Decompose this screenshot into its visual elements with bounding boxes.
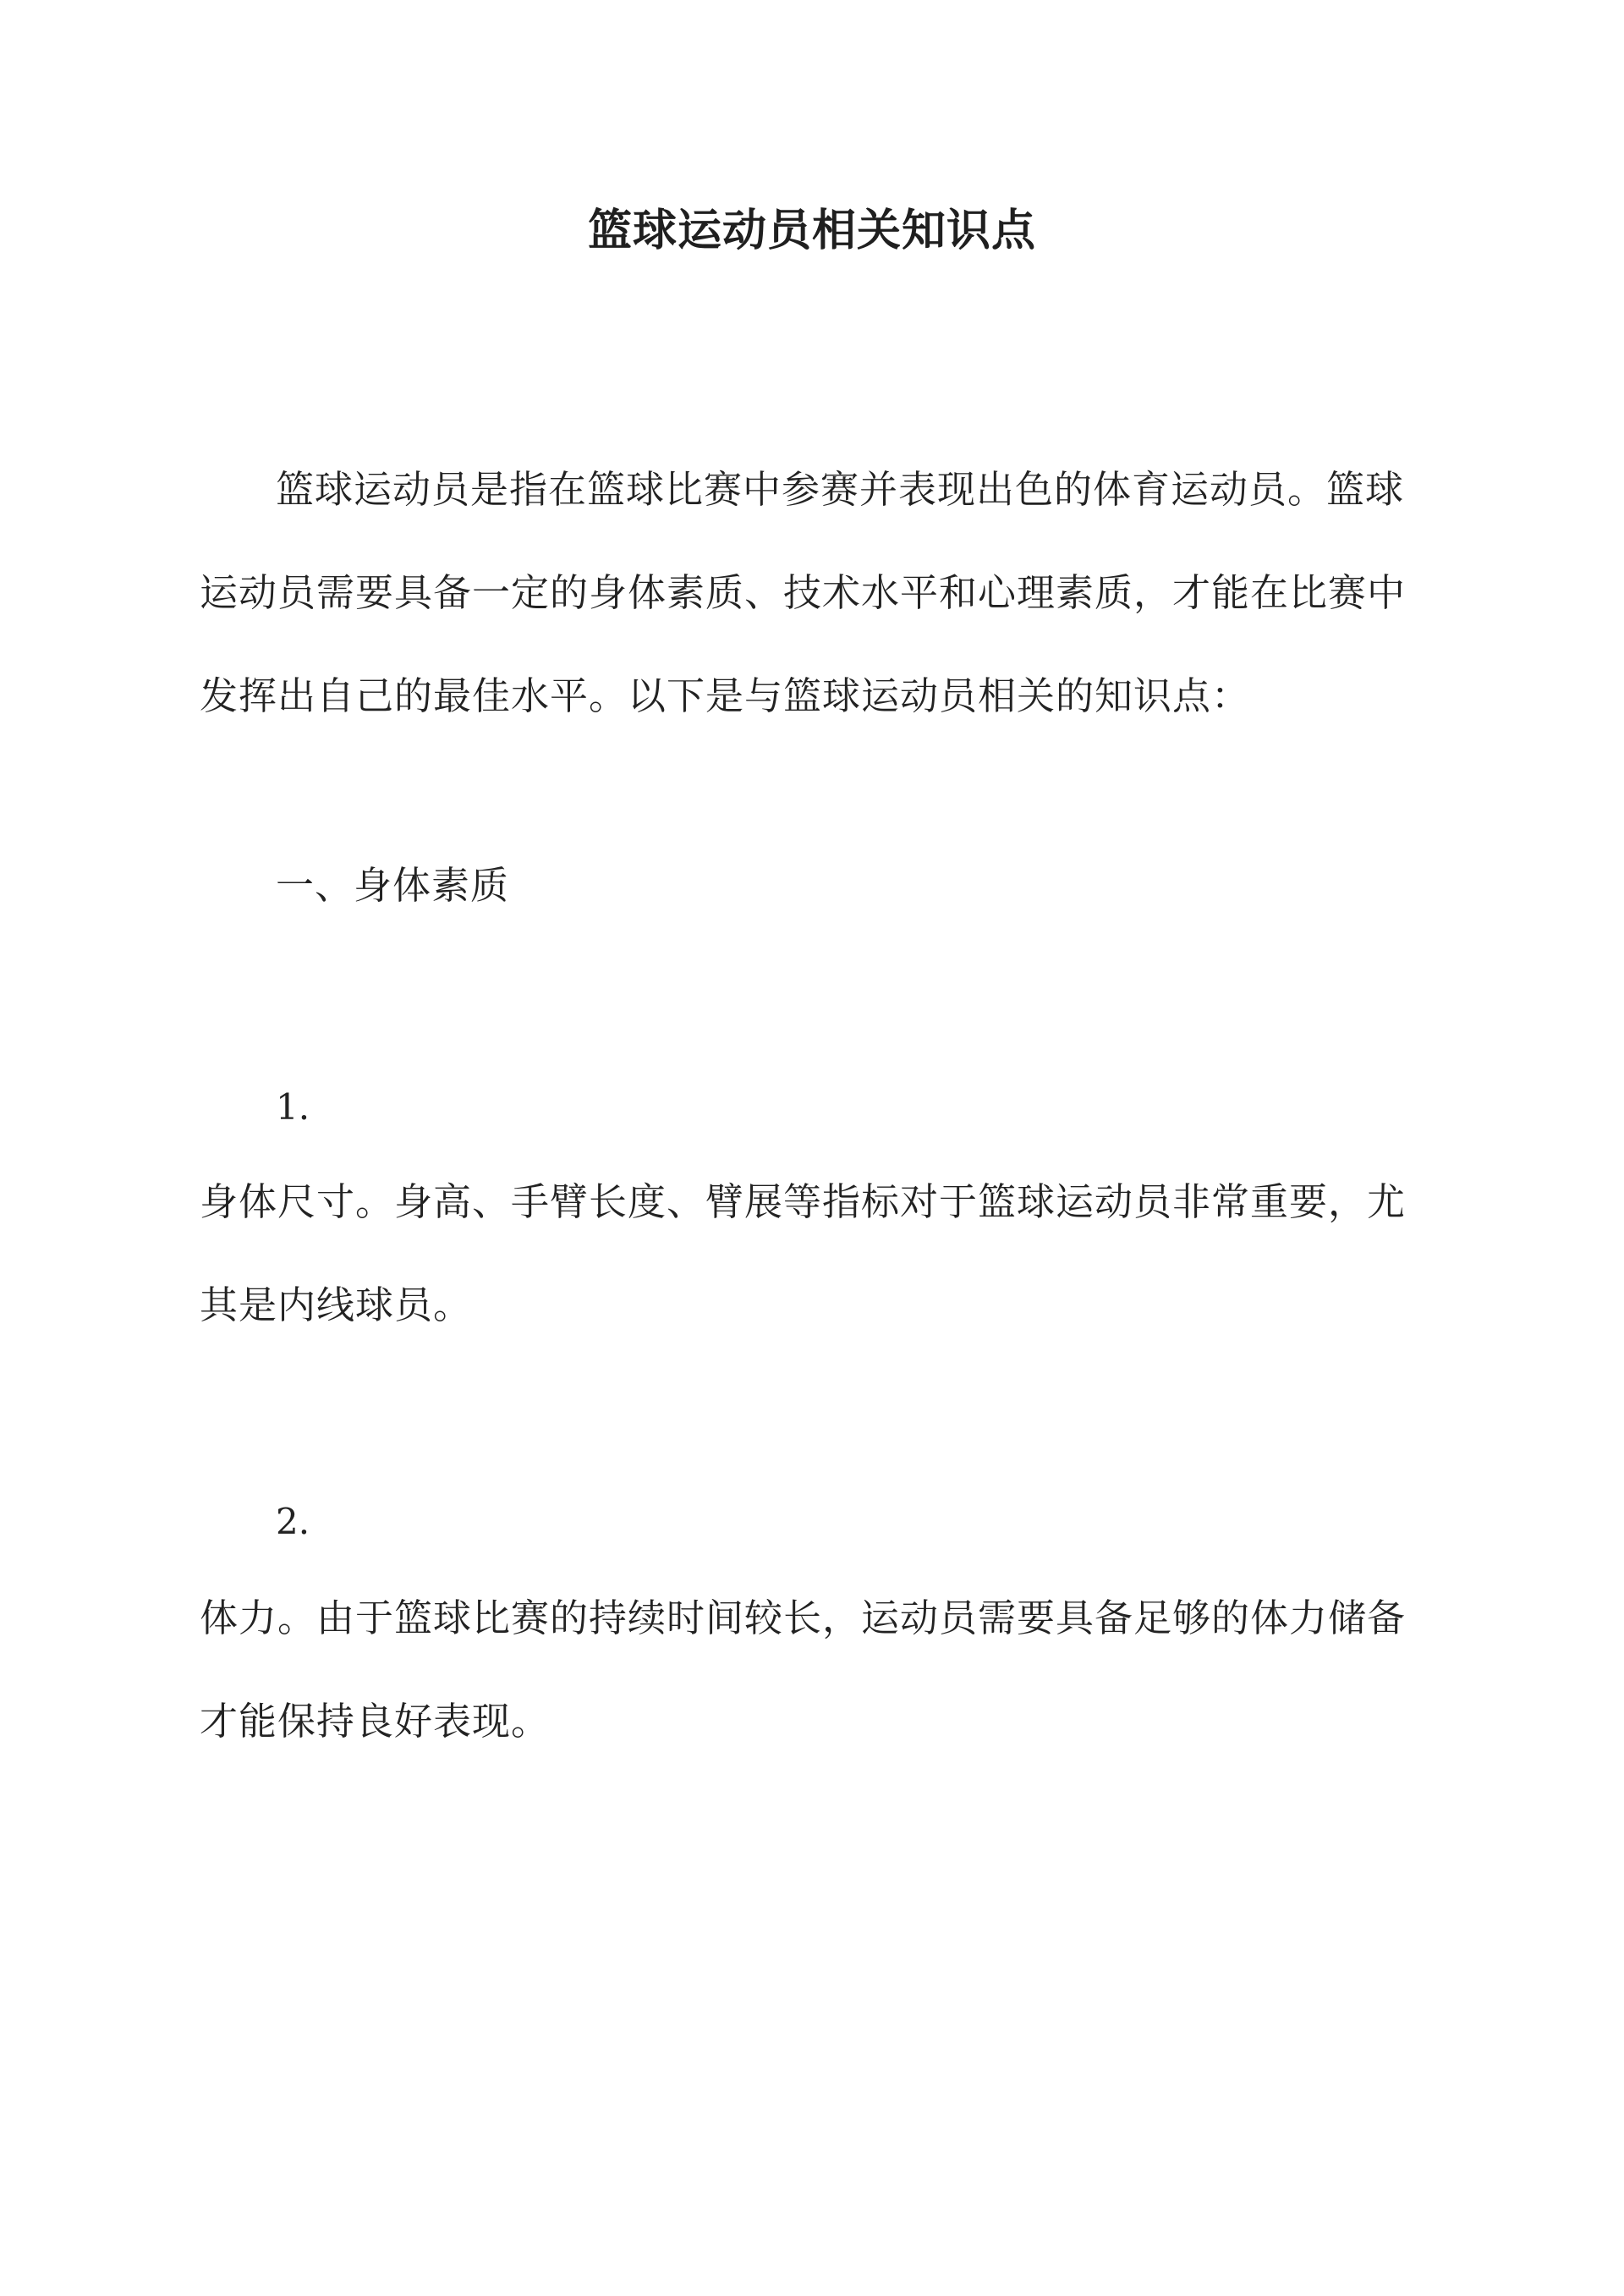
item-number: 2. [276,1501,310,1542]
item-number: 1. [276,1086,310,1128]
intro-paragraph: 篮球运动员是指在篮球比赛中参赛并表现出色的体育运动员。篮球运动员需要具备一定的身体素质、技术水平和心理素质，才能在比赛中发挥出自己的最佳水平。以下是与篮球运动员相关的知识点： [200,467,1407,718]
section-heading: 一、身体素质 [276,863,510,908]
item-text: 体力。由于篮球比赛的持续时间较长，运动员需要具备足够的体力储备才能保持良好表现。 [200,1596,1407,1744]
document-title: 篮球运动员相关知识点 [587,205,1036,256]
item-text: 身体尺寸。身高、手臂长度、臂展等指标对于篮球运动员非常重要，尤其是内线球员。 [200,1179,1407,1327]
